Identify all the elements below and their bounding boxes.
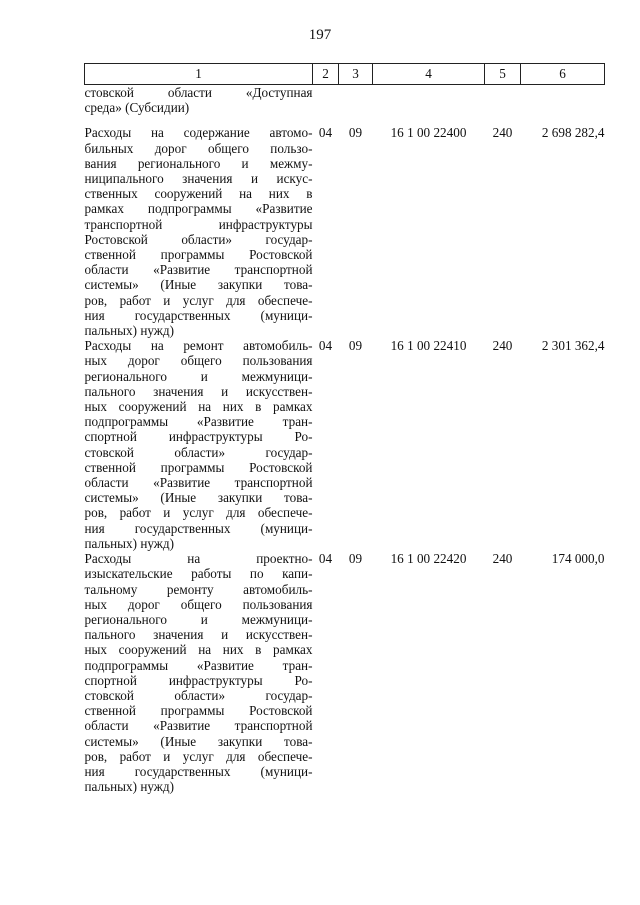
description-line: ния государственных (муници- [84,763,313,779]
description-line: области «Развитие транспортной [84,718,313,734]
header-cell-6: 6 [521,64,605,85]
amount-value: 174 000,0 [551,551,605,567]
description-line: спортной инфраструктуры Ро- [84,429,313,445]
description-line: подпрограммы «Развитие тран- [84,414,313,430]
subsection-code: 09 [348,338,363,354]
header-row [85,64,605,85]
description-line: Расходы на ремонт автомобиль- [84,338,313,354]
description-line: регионального и межмуници- [84,611,313,627]
description-line: ров, работ и услуг для обеспече- [84,292,313,308]
budget-table [84,63,605,794]
description-line: системы» (Иные закупки това- [84,490,313,506]
expense-type-code: 240 [492,125,513,141]
amount-value [521,85,605,126]
description-line: системы» (Иные закупки това- [84,733,313,749]
row-description [85,338,313,551]
description-line: Ростовской области» государ- [84,231,313,247]
section-code: 04 [318,338,333,354]
row-description [85,85,313,126]
page-number: 197 [308,27,332,43]
table-row [85,85,605,126]
description-line: Расходы на содержание автомо- [84,125,313,141]
description-line: пальных) нужд) [84,535,175,551]
description-line: Расходы на проектно- [84,551,313,567]
expense-type-code [485,85,521,126]
description-line: ных дорог общего пользования [84,596,313,612]
description-line: ния государственных (муници- [84,307,313,323]
subsection-code [339,85,373,126]
description-line: ственной программы Ростовской [84,247,313,263]
description-line: пальных) нужд) [84,323,175,339]
expense-type-code: 240 [492,338,513,354]
description-line: ных дорог общего пользования [84,353,313,369]
section-code: 04 [318,125,333,141]
subsection-code: 09 [348,551,363,567]
description-line: тальному ремонту автомобиль- [84,581,313,597]
description-line: области «Развитие транспортной [84,475,313,491]
description-line: вания регионального и межму- [84,155,313,171]
header-cell-1: 1 [85,64,313,85]
header-cell-4: 4 [373,64,485,85]
description-line: ственной программы Ростовской [84,703,313,719]
description-line: изыскательские работы по капи- [84,566,313,582]
description-line: ров, работ и услуг для обеспече- [84,748,313,764]
description-line: области «Развитие транспортной [84,262,313,278]
table-row [85,338,605,551]
target-article-code [373,85,485,126]
description-line: транспортной инфраструктуры [84,216,313,232]
description-line: среда» (Субсидии) [84,100,190,116]
description-line: ных сооружений на них в рамках [84,399,313,415]
row-description [85,125,313,338]
description-line: стовской области «Доступная [84,85,313,100]
description-line: спортной инфраструктуры Ро- [84,672,313,688]
header-cell-3: 3 [339,64,373,85]
description-line: ственных сооружений на них в [84,186,313,202]
table-header [85,64,605,85]
section-code: 04 [318,551,333,567]
description-line: ственной программы Ростовской [84,459,313,475]
description-line: пального значения и искусствен- [84,383,313,399]
row-description [85,551,313,794]
description-line: бильных дорог общего пользо- [84,140,313,156]
description-line: пальных) нужд) [84,779,175,795]
description-line: регионального и межмуници- [84,368,313,384]
amount-value: 2 698 282,4 [541,125,605,141]
header-cell-2: 2 [313,64,339,85]
description-line: стовской области» государ- [84,687,313,703]
description-line: подпрограммы «Развитие тран- [84,657,313,673]
subsection-code: 09 [348,125,363,141]
description-line: ных сооружений на них в рамках [84,642,313,658]
description-line: системы» (Иные закупки това- [84,277,313,293]
table-row [85,125,605,338]
description-line: пального значения и искусствен- [84,627,313,643]
target-article-code: 16 1 00 22410 [390,338,467,354]
description-line: ров, работ и услуг для обеспече- [84,505,313,521]
table-body [85,85,605,795]
expense-type-code: 240 [492,551,513,567]
amount-value: 2 301 362,4 [541,338,605,354]
description-line: стовской области» государ- [84,444,313,460]
target-article-code: 16 1 00 22420 [390,551,467,567]
target-article-code: 16 1 00 22400 [390,125,467,141]
description-line: ния государственных (муници- [84,520,313,536]
section-code [313,85,339,126]
table-row [85,551,605,794]
description-line: рамках подпрограммы «Развитие [84,201,313,217]
header-cell-5: 5 [485,64,521,85]
description-line: ниципального значения и искус- [84,171,313,187]
